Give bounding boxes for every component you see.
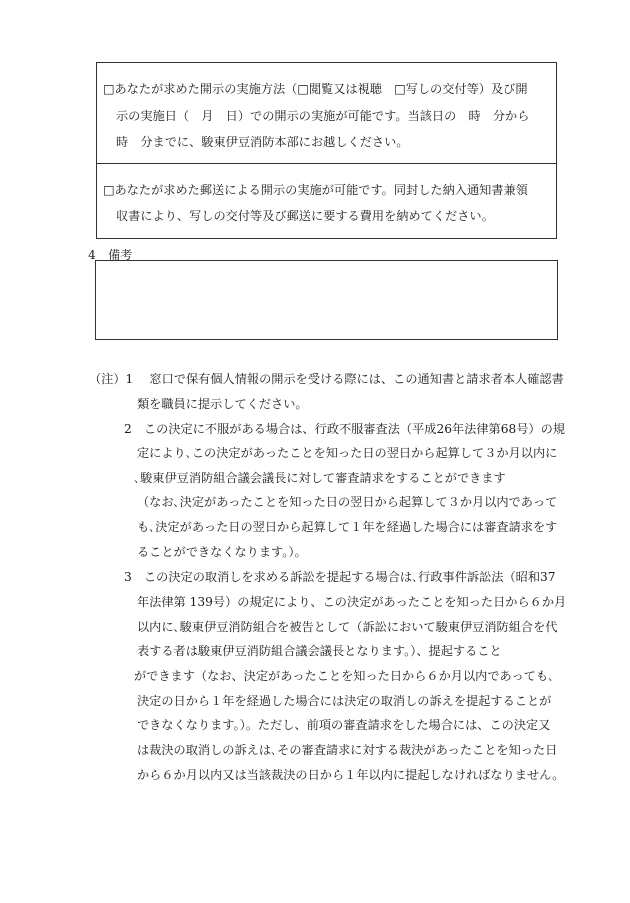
note-line: 決定の日から１年を経過した場合には決定の取消しの訴えを提起することが — [137, 694, 552, 708]
note-line: も､決定があった日の翌日から起算して１年を経過した場合には審査請求をす — [137, 520, 558, 534]
option1-line2: 示の実施日（ 月 日）での開示の実施が可能です。当該日の 時 分から — [116, 109, 530, 123]
note-line: 類を職員に提示してください。 — [137, 397, 308, 411]
note-line: は裁決の取消しの訴えは､その審査請求に対する裁決があったことを知った日 — [137, 743, 558, 757]
option1-line3: 時 分までに、駿東伊豆消防本部にお越しください。 — [116, 135, 409, 149]
option1-line1: □あなたが求めた開示の実施方法（□閲覧又は視聴 □写しの交付等）及び開 — [103, 82, 528, 96]
remarks-box — [95, 260, 558, 340]
note-line: ､駿東伊豆消防組合議会議長に対して審査請求をすることができます — [134, 471, 506, 485]
in-person-disclosure-option — [97, 63, 556, 164]
note-line: 以内に､駿東伊豆消防組合を被告として（訴訟において駿東伊豆消防組合を代 — [137, 620, 558, 634]
note-line: 定により､この決定があったことを知った日の翌日から起算して３か月以内に — [137, 446, 558, 460]
note-line: ができます（なお、決定があったことを知った日から６か月以内であっても､ — [134, 669, 555, 683]
note-line: ることができなくなります。）。 — [137, 545, 307, 559]
option2-line1: □あなたが求めた郵送による開示の実施が可能です。同封した納入通知書兼領 — [103, 183, 528, 197]
note-line: （なお､決定があったことを知った日の翌日から起算して３か月以内であって — [137, 495, 558, 509]
note-line: 年法律第 139号）の規定により、この決定があったことを知った日から６か月 — [137, 595, 567, 609]
note-line: 表する者は駿東伊豆消防組合議会議長となります。）、提起すること — [137, 644, 502, 658]
note-line: 3 この決定の取消しを求める訴訟を提起する場合は､行政事件訴訟法（昭和37 — [124, 570, 556, 584]
disclosure-option-table — [96, 62, 557, 239]
note-line: （注）1 窓口で保有個人情報の開示を受ける際には、この通知書と請求者本人確認書 — [89, 372, 564, 386]
note-line: 2 この決定に不服がある場合は、行政不服審査法（平成26年法律第68号）の規 — [124, 422, 565, 436]
note-line: できなくなります。）。ただし、前項の審査請求をした場合には、この決定又 — [137, 718, 551, 732]
note-line: から６か月以内又は当該裁決の日から１年以内に提起しなければなりません。 — [137, 768, 565, 782]
option2-line2: 収書により、写しの交付等及び郵送に要する費用を納めてください。 — [116, 209, 494, 223]
remarks-label: 4 備考 — [88, 248, 133, 262]
mail-disclosure-option — [97, 164, 556, 239]
